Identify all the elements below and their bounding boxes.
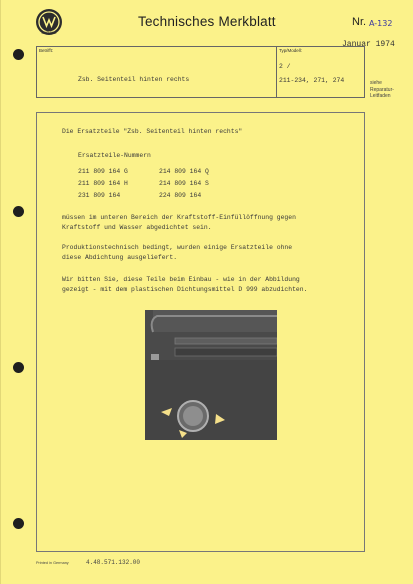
document-date: Januar 1974 xyxy=(342,40,395,49)
side-note-line: Reparatur- xyxy=(370,86,394,93)
part-number: 214 809 164 S xyxy=(159,180,209,187)
typ-label: Typ/Modell: xyxy=(279,48,303,53)
betrifft-value: Zsb. Seitenteil hinten rechts xyxy=(78,76,190,83)
part-number: 231 809 164 xyxy=(78,192,121,199)
part-number: 224 809 164 xyxy=(159,192,202,199)
logo-label: SERVICE xyxy=(41,31,57,35)
binder-hole xyxy=(13,206,24,217)
side-note-line: Leitfaden xyxy=(370,93,391,99)
binder-hole xyxy=(13,362,24,373)
paragraph-2-line: diese Abdichtung ausgeliefert. xyxy=(62,254,178,261)
footer-code: 4.48.571.132.00 xyxy=(86,559,141,566)
part-number: 211 809 164 G xyxy=(78,168,128,175)
binder-hole xyxy=(13,49,24,60)
part-number: 214 809 164 Q xyxy=(159,168,209,175)
paragraph-1-line: Kraftstoff und Wasser abgedichtet sein. xyxy=(62,224,212,231)
document-number: A-132 xyxy=(369,19,393,28)
parts-heading: Ersatzteile-Nummern xyxy=(78,152,151,159)
info-box-divider xyxy=(276,46,277,98)
paragraph-3-line: gezeigt - mit dem plastischen Dichtungsmittel D 999 abzudichten. xyxy=(62,286,308,293)
part-number: 211 809 164 H xyxy=(78,180,128,187)
info-box xyxy=(36,46,365,98)
side-note xyxy=(370,80,394,100)
binder-hole xyxy=(13,518,24,529)
paragraph-1-line: müssen im unteren Bereich der Kraftstoff-Einfüllöffnung gegen xyxy=(62,214,296,221)
illustration-photo xyxy=(145,310,277,440)
number-label: Nr. xyxy=(352,16,367,28)
page-title: Technisches Merkblatt xyxy=(138,14,276,29)
betrifft-label: Betrifft: xyxy=(39,48,54,53)
printed-note: Printed in Germany xyxy=(36,561,69,565)
side-note-line: siehe xyxy=(370,80,382,86)
typ-line-2: 211-234, 271, 274 xyxy=(279,77,345,84)
typ-line-1: 2 / xyxy=(279,63,291,70)
intro-text: Die Ersatzteile "Zsb. Seitenteil hinten rechts" xyxy=(62,128,243,135)
paragraph-3-line: Wir bitten Sie, diese Teile beim Einbau - wie in der Abbildung xyxy=(62,276,300,283)
paragraph-2-line: Produktionstechnisch bedingt, wurden einige Ersatzteile ohne xyxy=(62,244,293,251)
